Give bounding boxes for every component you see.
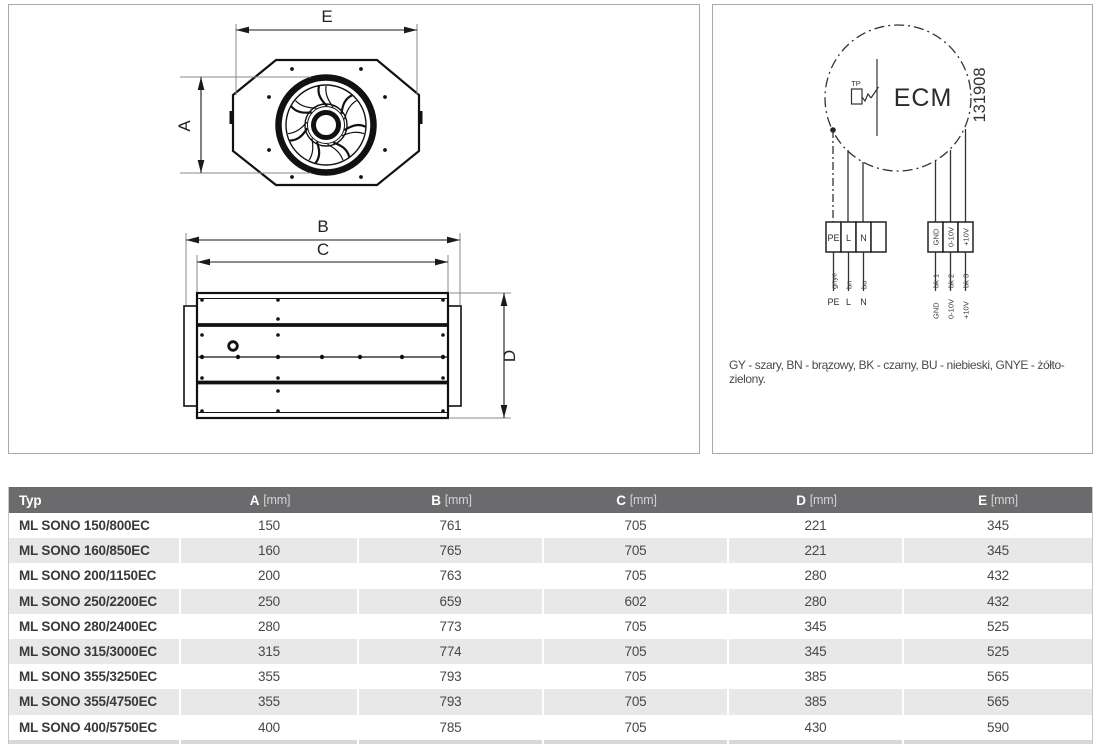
bottom-label-n: N <box>860 297 867 307</box>
thermal-protection-symbol <box>852 59 879 136</box>
cell-e: 590 <box>987 719 1009 735</box>
wire-color-bu: bu <box>859 280 869 289</box>
wire-color-bk2: bk 2 <box>946 273 956 288</box>
cell-e: 565 <box>987 669 1009 685</box>
tp-label: TP <box>851 79 861 88</box>
cell-b: 773 <box>359 614 544 639</box>
table-header-row <box>9 487 1092 513</box>
cell-b: 793 <box>359 689 544 714</box>
table-row <box>9 715 1092 740</box>
col-header-c <box>544 487 729 513</box>
cell-a: 400 <box>181 715 359 740</box>
bottom-label-pe: PE <box>827 297 840 307</box>
col-unit: [mm] <box>809 493 837 507</box>
col-header-typ: Typ <box>19 492 42 508</box>
cell-a: 315 <box>181 639 359 664</box>
terminal-l: L <box>845 233 852 243</box>
table-row <box>9 563 1092 588</box>
cell-d: 280 <box>729 563 904 588</box>
cell-e: 432 <box>987 568 1009 584</box>
terminal-block-power <box>826 222 886 252</box>
cell-b: 785 <box>359 715 544 740</box>
bottom-label-gnd: GND <box>931 302 941 319</box>
right-edge-tab <box>419 111 423 124</box>
wiring-diagram-panel <box>712 4 1093 454</box>
col-unit: [mm] <box>629 493 657 507</box>
cell-c: 705 <box>544 563 729 588</box>
col-header-b <box>359 487 544 513</box>
table-row <box>9 614 1092 639</box>
cell-typ: ML SONO 150/800EC <box>9 513 181 538</box>
col-letter: A <box>249 492 260 508</box>
cell-b: 793 <box>359 664 544 689</box>
cell-typ: ML SONO 355/4750EC <box>9 689 181 714</box>
col-unit: [mm] <box>444 493 472 507</box>
cable-gland <box>229 342 238 351</box>
bottom-label-0-10v: 0-10V <box>946 298 956 319</box>
cell-e: 525 <box>987 618 1009 634</box>
left-edge-tab <box>230 111 234 124</box>
wire-color-bn: bn <box>844 280 854 289</box>
table-row <box>9 689 1092 714</box>
col-header-a <box>181 487 359 513</box>
col-header-e <box>904 487 1092 513</box>
col-unit: [mm] <box>990 493 1018 507</box>
cell-a: 160 <box>181 538 359 563</box>
cell-c: 705 <box>544 689 729 714</box>
cell-a: 280 <box>181 614 359 639</box>
diagram-number: 131908 <box>971 67 989 123</box>
front-view <box>230 60 423 185</box>
rivet-dots <box>200 298 445 413</box>
col-letter: B <box>431 492 441 508</box>
cell-b: 765 <box>359 538 544 563</box>
cell-c: 705 <box>544 614 729 639</box>
table-row <box>9 538 1092 563</box>
bottom-label-l: L <box>845 297 852 307</box>
impeller <box>279 78 374 173</box>
col-letter: D <box>796 492 806 508</box>
cell-e: 345 <box>987 518 1009 534</box>
motor-wires <box>830 127 965 222</box>
cell-d: 345 <box>729 639 904 664</box>
cell-d: 345 <box>729 614 904 639</box>
cell-b: 763 <box>359 563 544 588</box>
cell-b: 659 <box>359 589 544 614</box>
dimension-drawings-panel <box>8 4 700 454</box>
dimensions-table <box>8 487 1093 744</box>
cell-d: 280 <box>729 589 904 614</box>
table-row <box>9 639 1092 664</box>
bottom-label-plus10v: +10V <box>961 301 971 319</box>
cell-d: 221 <box>729 513 904 538</box>
cell-d: 385 <box>729 689 904 714</box>
cell-c: 705 <box>544 639 729 664</box>
col-letter: C <box>616 492 626 508</box>
screw-dots <box>267 67 387 179</box>
cell-e: 432 <box>987 593 1009 609</box>
cell-d: 430 <box>729 715 904 740</box>
fan-dimension-drawing <box>9 5 699 453</box>
table-row <box>9 589 1092 614</box>
col-unit: [mm] <box>263 493 291 507</box>
cell-c: 705 <box>544 664 729 689</box>
cell-a: 355 <box>181 664 359 689</box>
table-row <box>9 664 1092 689</box>
col-header-d <box>729 487 904 513</box>
cell-e: 565 <box>987 694 1009 710</box>
table-row-cutoff <box>9 740 1092 744</box>
cell-c: 602 <box>544 589 729 614</box>
cell-typ: ML SONO 315/3000EC <box>9 639 181 664</box>
cell-typ: ML SONO 355/3250EC <box>9 664 181 689</box>
terminal-plus10v: +10V <box>961 228 971 246</box>
terminal-gnd: GND <box>931 228 941 246</box>
wire-color-bk3: bk 3 <box>961 273 971 288</box>
side-view-dimensions <box>186 217 519 418</box>
dim-label-C: C <box>316 240 330 259</box>
cell-typ: ML SONO 280/2400EC <box>9 614 181 639</box>
dim-label-B: B <box>317 217 329 236</box>
cell-e: 345 <box>987 543 1009 559</box>
left-flange <box>184 306 197 406</box>
terminal-0-10v: 0-10V <box>946 226 956 248</box>
cell-d: 385 <box>729 664 904 689</box>
dim-label-D: D <box>500 349 519 363</box>
cell-a: 200 <box>181 563 359 588</box>
cell-typ: ML SONO 250/2200EC <box>9 589 181 614</box>
dim-label-A: A <box>175 120 194 132</box>
impeller-blades <box>286 86 365 163</box>
cell-b: 761 <box>359 513 544 538</box>
wire-color-bk1: bk 1 <box>931 273 941 288</box>
cell-b: 774 <box>359 639 544 664</box>
side-view <box>184 293 461 418</box>
col-letter: E <box>978 492 987 508</box>
right-flange <box>448 306 461 406</box>
cell-typ: ML SONO 400/5750EC <box>9 715 181 740</box>
cell-a: 150 <box>181 513 359 538</box>
cell-a: 250 <box>181 589 359 614</box>
table-row <box>9 513 1092 538</box>
cell-c: 705 <box>544 715 729 740</box>
cell-typ: ML SONO 160/850EC <box>9 538 181 563</box>
cell-d: 221 <box>729 538 904 563</box>
cell-typ: ML SONO 200/1150EC <box>9 563 181 588</box>
dim-label-E: E <box>321 7 333 26</box>
wire-color-legend: GY - szary, BN - brązowy, BK - czarny, BU - niebieski, GNYE - żółto-zielony. <box>729 358 1065 386</box>
cell-c: 705 <box>544 513 729 538</box>
cell-c: 705 <box>544 538 729 563</box>
terminal-block-control <box>928 222 973 252</box>
terminal-pe: PE <box>827 233 840 243</box>
cell-e: 525 <box>987 644 1009 660</box>
motor-label: ECM <box>893 84 953 112</box>
wire-color-gnye: gnye <box>829 272 839 289</box>
cell-a: 355 <box>181 689 359 714</box>
terminal-n: N <box>860 233 867 243</box>
